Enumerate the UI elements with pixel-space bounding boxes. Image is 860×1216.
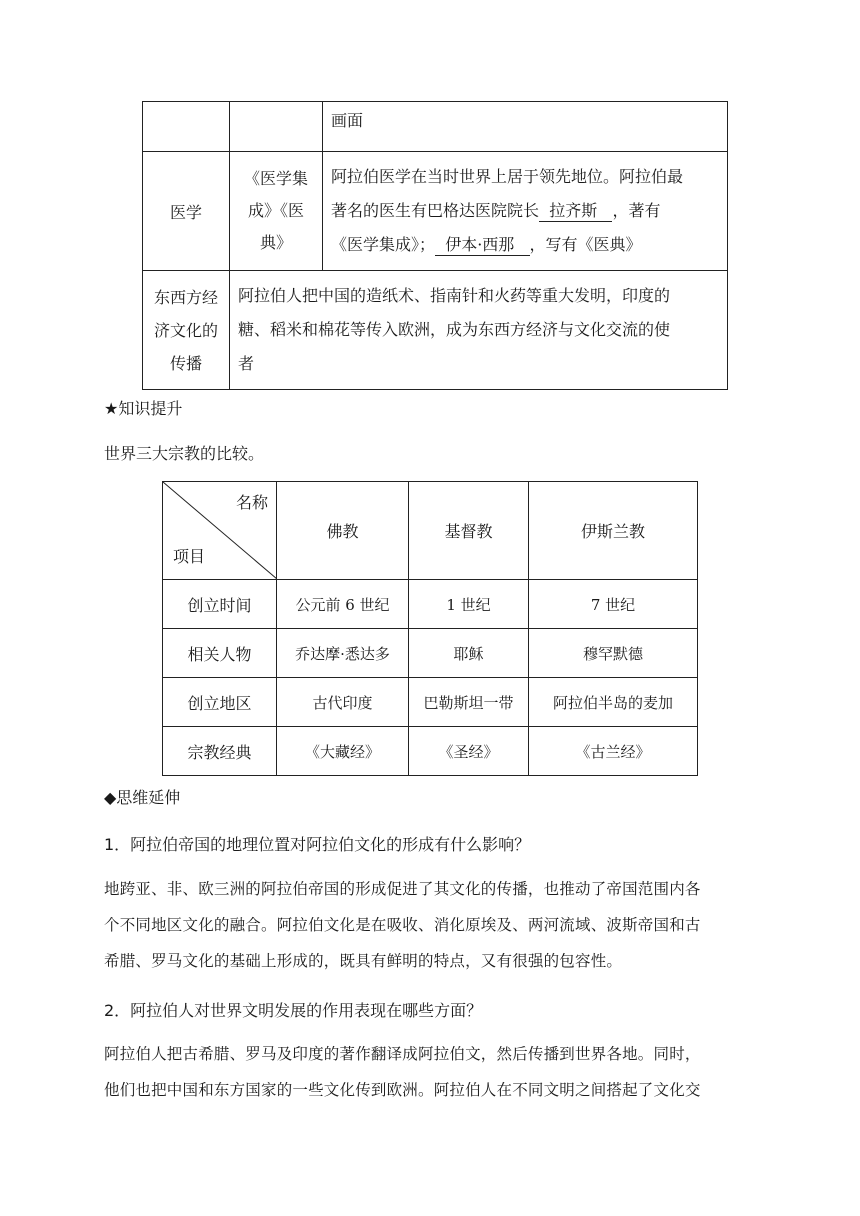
question-2: 2．阿拉伯人对世界文明发展的作用表现在哪些方面？ <box>104 1001 483 1020</box>
medicine-subject: 医学 <box>143 152 230 271</box>
row-header: 创立地区 <box>163 678 277 727</box>
table1-cell: 画面 <box>323 102 728 152</box>
answer-blank: 拉齐斯 <box>539 201 612 222</box>
column-header: 伊斯兰教 <box>529 482 698 580</box>
exchange-subject: 东西方经 济文化的 传播 <box>143 271 230 390</box>
answer-2: 阿拉伯人把古希腊、罗马及印度的著作翻译成阿拉伯文，然后传播到世界各地。同时， 他们也把中国和东方国家的一些文化传到欧洲。阿拉伯人在不同文明之间搭起了文化交 <box>104 1045 701 1099</box>
compare-title: 世界三大宗教的比较。 <box>104 444 265 463</box>
column-header: 佛教 <box>277 482 409 580</box>
table-cell: 耶稣 <box>409 629 529 678</box>
table-cell: 公元前 6 世纪 <box>277 580 409 629</box>
medicine-description: 阿拉伯医学在当时世界上居于领先地位。阿拉伯最 著名的医生有巴格达医院院长 拉齐斯 ，著有 《医学集成》； 伊本·西那 ，写有《医典》 <box>323 152 728 271</box>
table-cell: 1 世纪 <box>409 580 529 629</box>
row-header: 创立时间 <box>163 580 277 629</box>
row-header: 宗教经典 <box>163 727 277 776</box>
answer-1: 地跨亚、非、欧三洲的阿拉伯帝国的形成促进了其文化的传播，也推动了帝国范围内各 个不同地区文化的融合。阿拉伯文化是在吸收、消化原埃及、两河流域、波斯帝国和古 希腊、罗马文化的基础上形成的，既具有鲜明的特点，又有很强的包容性。 <box>104 880 701 970</box>
corner-bottom-label: 项目 <box>173 547 206 566</box>
table-cell: 阿拉伯半岛的麦加 <box>529 678 698 727</box>
table-cell: 穆罕默德 <box>529 629 698 678</box>
question-1: 1．阿拉伯帝国的地理位置对阿拉伯文化的形成有什么影响？ <box>104 835 531 854</box>
answer-blank: 伊本·西那 <box>435 235 530 256</box>
table-cell: 7 世纪 <box>529 580 698 629</box>
table-cell: 乔达摩·悉达多 <box>277 629 409 678</box>
table-cell: 《圣经》 <box>409 727 529 776</box>
table1-cell <box>230 102 323 152</box>
row-header: 相关人物 <box>163 629 277 678</box>
table-cell: 《古兰经》 <box>529 727 698 776</box>
table1-cell <box>143 102 230 152</box>
exchange-description: 阿拉伯人把中国的造纸术、指南针和火药等重大发明，印度的 糖、稻米和棉花等传入欧洲，成为东西方经济与文化交流的使 者 <box>230 271 728 390</box>
table-cell: 《大藏经》 <box>277 727 409 776</box>
corner-top-label: 名称 <box>235 493 268 512</box>
table-cell: 巴勒斯坦一带 <box>409 678 529 727</box>
arab-culture-table <box>142 101 728 390</box>
thinking-heading: ◆思维延伸 <box>104 788 181 807</box>
religion-comparison-table <box>162 481 698 776</box>
knowledge-heading: ★知识提升 <box>104 399 183 418</box>
table-cell: 古代印度 <box>277 678 409 727</box>
corner-header-cell <box>163 482 277 580</box>
column-header: 基督教 <box>409 482 529 580</box>
medicine-works: 《医学集 成》《医 典》 <box>230 152 323 271</box>
